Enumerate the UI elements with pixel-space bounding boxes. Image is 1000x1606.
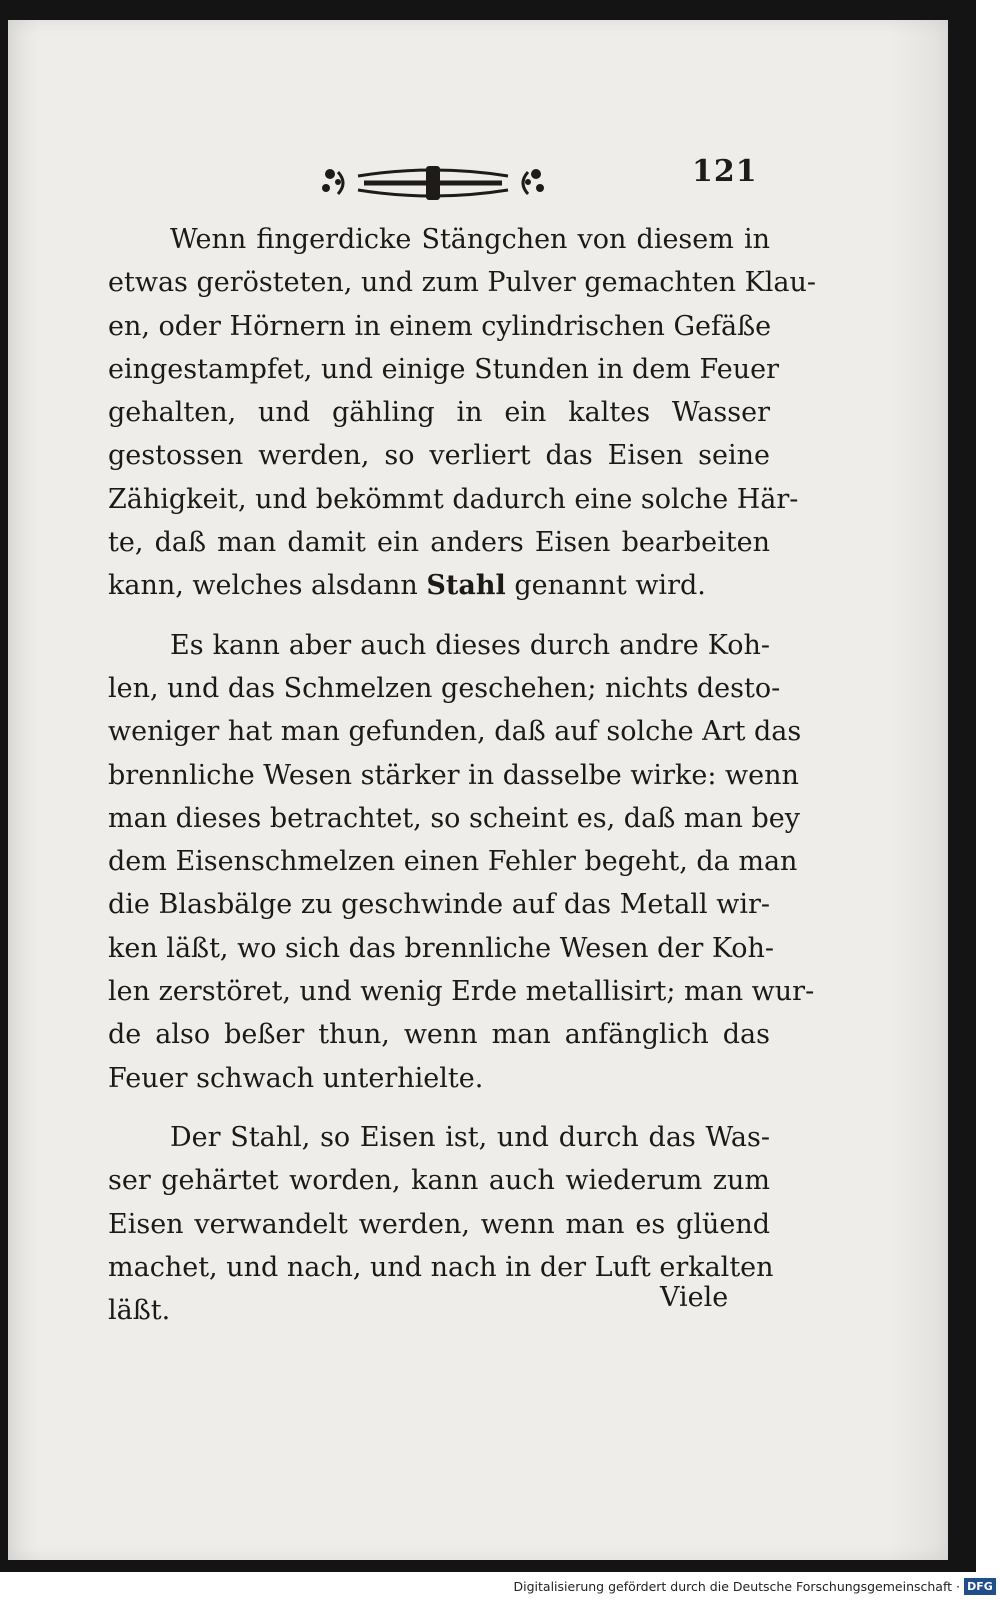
text-line-last: läßt.: [108, 1295, 171, 1327]
text-line: te, daß man damit ein anders Eisen bearbeiten: [108, 527, 770, 559]
text-line: len zerstöret, und wenig Erde metallisirt; man wur-: [108, 976, 815, 1008]
catchword: Viele: [660, 1282, 729, 1313]
text-line: Es kann aber auch dieses durch andre Koh-: [170, 629, 770, 661]
text-line: die Blasbälge zu geschwinde auf das Metall wir-: [108, 889, 770, 921]
text-line: ken läßt, wo sich das brennliche Wesen der Koh-: [108, 932, 775, 964]
text-line: en, oder Hörnern in einem cylindrischen Gefäße: [108, 310, 772, 342]
text-line: de also beßer thun, wenn man anfänglich das: [108, 1019, 770, 1051]
text-line: ser gehärtet worden, kann auch wiederum zum: [108, 1165, 770, 1197]
paragraph-1: [108, 218, 817, 608]
dfg-logo: DFG: [964, 1578, 996, 1595]
text-line: gestossen werden, so verliert das Eisen seine: [108, 440, 770, 472]
digitization-credit: [514, 1578, 997, 1595]
text-line: gehalten, und gähling in ein kaltes Wasser: [108, 397, 770, 429]
text-line: machet, und nach, und nach in der Luft erkalten: [108, 1251, 774, 1283]
book-page: [8, 20, 948, 1560]
emphasized-term: Stahl: [426, 570, 506, 602]
text-line-last: Feuer schwach unterhielte.: [108, 1062, 484, 1094]
text-fragment: kann, welches alsdann: [108, 570, 418, 602]
text-line: eingestampfet, und einige Stunden in dem Feuer: [108, 353, 779, 385]
ornament-headpiece: [318, 160, 548, 206]
text-line: etwas gerösteten, und zum Pulver gemachten Klau-: [108, 267, 817, 299]
text-line: man dieses betrachtet, so scheint es, daß man bey: [108, 802, 800, 834]
page-number: 121: [692, 154, 758, 189]
text-line: brennliche Wesen stärker in dasselbe wirke: wenn: [108, 759, 799, 791]
credit-text: Digitalisierung gefördert durch die Deutsche Forschungsgemeinschaft ·: [513, 1579, 960, 1594]
text-line: Der Stahl, so Eisen ist, und durch das Was-: [170, 1121, 770, 1153]
text-line: Wenn fingerdicke Stängchen von diesem in: [170, 224, 770, 255]
text-line: Eisen verwandelt werden, wenn man es glüend: [108, 1208, 770, 1240]
text-fragment: genannt wird.: [514, 570, 706, 602]
body-text: [108, 218, 817, 1332]
text-line: weniger hat man gefunden, daß auf solche Art das: [108, 716, 802, 748]
text-line: Zähigkeit, und bekömmt dadurch eine solche Här-: [108, 483, 799, 515]
text-line-last: [108, 564, 770, 607]
paragraph-2: [108, 624, 815, 1100]
text-line: len, und das Schmelzen geschehen; nichts desto-: [108, 672, 781, 704]
text-line: dem Eisenschmelzen einen Fehler begeht, da man: [108, 846, 798, 878]
